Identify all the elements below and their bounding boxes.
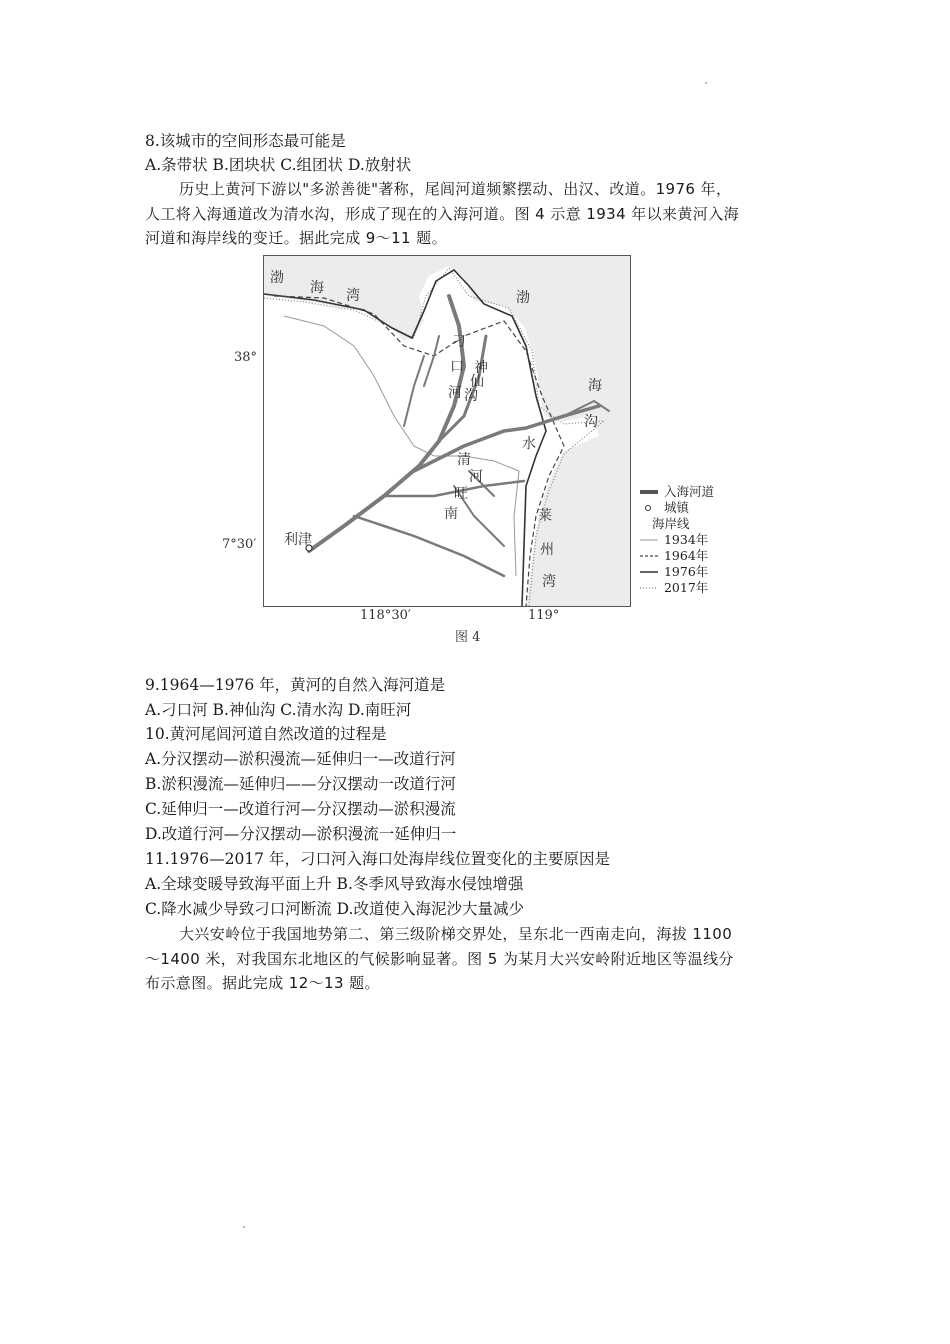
figure-4-map <box>210 252 730 627</box>
q10-option-b: B.淤积漫流—延伸归——分汉摆动一改道行河 <box>145 775 456 793</box>
axis-lon-119: 119° <box>528 608 560 623</box>
axis-lon-11830: 118°30′ <box>360 608 411 623</box>
legend-1934-swatch <box>640 536 660 544</box>
label-laizhou-1: 莱 <box>538 508 552 524</box>
passage-daxinganling <box>145 922 810 996</box>
map-frame <box>263 255 631 607</box>
q11-options-ab: A.全球变暖导致海平面上升 B.冬季风导致海水侵蚀增强 <box>145 875 524 893</box>
passage2-line-2: ～1400 米，对我国东北地区的气候影响显著。图 5 为某月大兴安岭附近地区等温线分 <box>145 949 734 968</box>
legend-1934 <box>640 532 714 548</box>
q11-options-cd: C.降水减少导致刁口河断流 D.改道使入海泥沙大量减少 <box>145 900 524 918</box>
label-bohai-sea-2: 海 <box>588 378 602 394</box>
legend-river <box>640 484 714 500</box>
legend-2017-swatch <box>640 584 660 592</box>
legend-town-swatch <box>640 504 660 512</box>
legend-1964-label: 1964年 <box>663 548 709 563</box>
label-bohai-bay-3: 湾 <box>346 288 360 304</box>
label-bohai-bay-1: 渤 <box>270 270 284 286</box>
passage-yellow-river <box>145 177 810 251</box>
label-nanwang-2: 旺 <box>454 486 468 502</box>
passage1-line-2: 人工将入海通道改为清水沟，形成了现在的入海河道。图 4 示意 1934 年以来黄河入海 <box>145 204 739 223</box>
q10-option-c: C.延伸归一—改道行河—分汉摆动—淤积漫流 <box>145 800 456 818</box>
legend-1976 <box>640 564 714 580</box>
label-qingshui-1: 清 <box>457 452 471 468</box>
scan-dot-top <box>705 82 707 84</box>
label-laizhou-2: 州 <box>540 542 554 558</box>
legend-2017-label: 2017年 <box>663 580 709 595</box>
label-shenxian-2: 仙 <box>470 374 484 390</box>
passage2-line-1: 大兴安岭位于我国地势第二、第三级阶梯交界处，呈东北一西南走向，海拔 1100 <box>179 925 733 943</box>
label-shenxian-3: 沟 <box>464 388 478 404</box>
label-lijin: 利津 <box>284 532 312 548</box>
q10-stem: 10.黄河尾闾河道自然改道的过程是 <box>145 725 387 743</box>
legend-coast-title-label: 海岸线 <box>652 516 690 531</box>
q9-stem: 9.1964—1976 年，黄河的自然入海河道是 <box>145 676 446 694</box>
passage1-line-1: 历史上黄河下游以"多淤善徙"著称，尾闾河道频繁摆动、出汉、改道。1976 年， <box>179 180 732 198</box>
q10-option-d: D.改道行河—分汉摆动—淤积漫流一延伸归一 <box>145 825 457 843</box>
legend-town <box>640 500 714 516</box>
label-diaokou-1: 刁 <box>452 334 466 350</box>
passage2-line-3: 布示意图。据此完成 12～13 题。 <box>145 974 380 992</box>
legend-town-label: 城镇 <box>663 500 689 515</box>
q8-options: A.条带状 B.团块状 C.组团状 D.放射状 <box>145 156 412 174</box>
label-laizhou-3: 湾 <box>542 574 556 590</box>
legend-river-swatch <box>640 488 660 496</box>
legend-1934-label: 1934年 <box>663 532 709 547</box>
legend-2017 <box>640 580 714 596</box>
figure-caption: 图 4 <box>455 630 481 645</box>
legend-coast-title <box>640 516 714 532</box>
axis-lat-3730: 7°30′ <box>222 537 257 552</box>
q11-stem: 11.1976—2017 年，刁口河入海口处海岸线位置变化的主要原因是 <box>145 850 610 868</box>
map-legend <box>640 484 714 596</box>
legend-1964-swatch <box>640 552 660 560</box>
legend-1976-label: 1976年 <box>663 564 709 579</box>
q9-options: A.刁口河 B.神仙沟 C.清水沟 D.南旺河 <box>145 701 412 719</box>
label-diaokou-2: 口 <box>450 359 464 375</box>
passage1-line-3: 河道和海岸线的变迁。据此完成 9～11 题。 <box>145 229 447 247</box>
label-diaokou-3: 河 <box>448 385 462 401</box>
label-qingshui-2: 水 <box>522 436 536 452</box>
label-shenxian-1: 神 <box>474 360 488 376</box>
q8-stem: 8.该城市的空间形态最可能是 <box>145 132 346 150</box>
axis-lat-38: 38° <box>234 350 258 365</box>
label-bohai-bay-2: 海 <box>310 280 324 296</box>
map-drawing <box>264 256 630 606</box>
legend-river-label: 入海河道 <box>663 484 714 499</box>
label-nanwang-1: 南 <box>444 506 458 522</box>
scan-dot-bottom <box>243 1226 245 1228</box>
q10-option-a: A.分汉摆动—淤积漫流—延伸归一—改道行河 <box>145 750 456 768</box>
legend-1976-swatch <box>640 568 660 576</box>
label-nanwang-3: 河 <box>469 469 483 485</box>
label-bohai-sea-1: 渤 <box>516 290 530 306</box>
label-qingshui-3: 沟 <box>584 414 598 430</box>
legend-1964 <box>640 548 714 564</box>
